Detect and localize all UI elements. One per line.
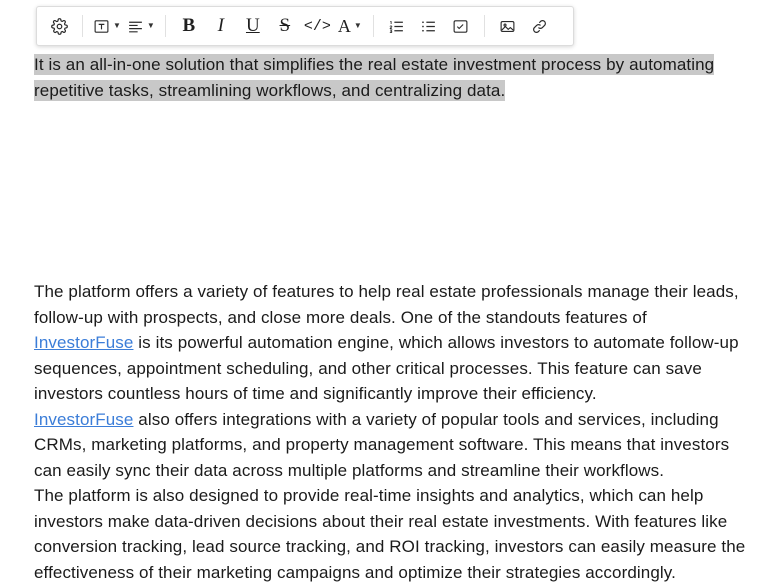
paragraph-2 — [34, 407, 748, 484]
align-icon[interactable] — [124, 12, 158, 40]
formatting-toolbar — [36, 6, 574, 46]
text-color-button[interactable]: A ▼ — [337, 15, 362, 36]
code-button[interactable]: </> — [303, 17, 331, 35]
paragraph-style-icon[interactable] — [90, 12, 124, 40]
settings-gear-icon[interactable] — [43, 12, 75, 40]
toolbar-separator-1 — [82, 15, 83, 37]
selected-text: It is an all-in-one solution that simplifies the real estate investment process by automating repetitive tasks, streamlining workflows, and centralizing data. — [34, 55, 715, 100]
checklist-button[interactable] — [445, 12, 477, 40]
bold-button[interactable]: B — [182, 15, 196, 36]
toolbar-separator-3 — [373, 15, 374, 37]
paragraph-3 — [34, 483, 748, 585]
text-run: is its powerful automation engine, which allows investors to automate follow-up sequences, appointment scheduling, and other critical processes. This feature can save investors countless hours of time and significantly improve their efficiency. — [34, 333, 739, 403]
underline-button[interactable]: U — [245, 15, 260, 36]
bulleted-list-button[interactable] — [413, 12, 445, 40]
text-run: The platform is also designed to provide real-time insights and analytics, which can help investors make data-driven decisions about their real estate investments. With features like conversion tracking, lead source tracking, and ROI tracking, investors can easily measure the effectiveness of their marketing campaigns and optimize their strategies accordingly. — [34, 486, 746, 582]
document-body[interactable] — [0, 279, 784, 585]
toolbar-separator-4 — [484, 15, 485, 37]
chevron-down-icon: ▼ — [353, 21, 362, 30]
document-editor[interactable] — [0, 46, 784, 582]
ordered-list-button[interactable] — [381, 12, 413, 40]
investorfuse-link[interactable]: InvestorFuse — [34, 409, 134, 429]
paragraph-1 — [34, 279, 748, 407]
chevron-down-icon: ▼ — [113, 21, 121, 30]
insert-link-button[interactable] — [524, 12, 556, 40]
highlighted-paragraph[interactable] — [0, 52, 784, 103]
strikethrough-button[interactable]: S — [279, 15, 291, 36]
text-run: also offers integrations with a variety of popular tools and services, including CRMs, marketing platforms, and property management software. This means that investors can easily sync their data across multiple platforms and streamline their workflows. — [34, 409, 730, 480]
toolbar-separator-2 — [165, 15, 166, 37]
italic-button[interactable]: I — [217, 15, 224, 36]
text-run: The platform offers a variety of features to help real estate professionals manage their leads, follow-up with prospects, and close more deals. One of the standouts features of — [34, 282, 739, 327]
paragraph-gap — [0, 103, 784, 279]
chevron-down-icon: ▼ — [146, 21, 155, 30]
investorfuse-link[interactable]: InvestorFuse — [34, 333, 134, 352]
insert-image-button[interactable] — [492, 12, 524, 40]
